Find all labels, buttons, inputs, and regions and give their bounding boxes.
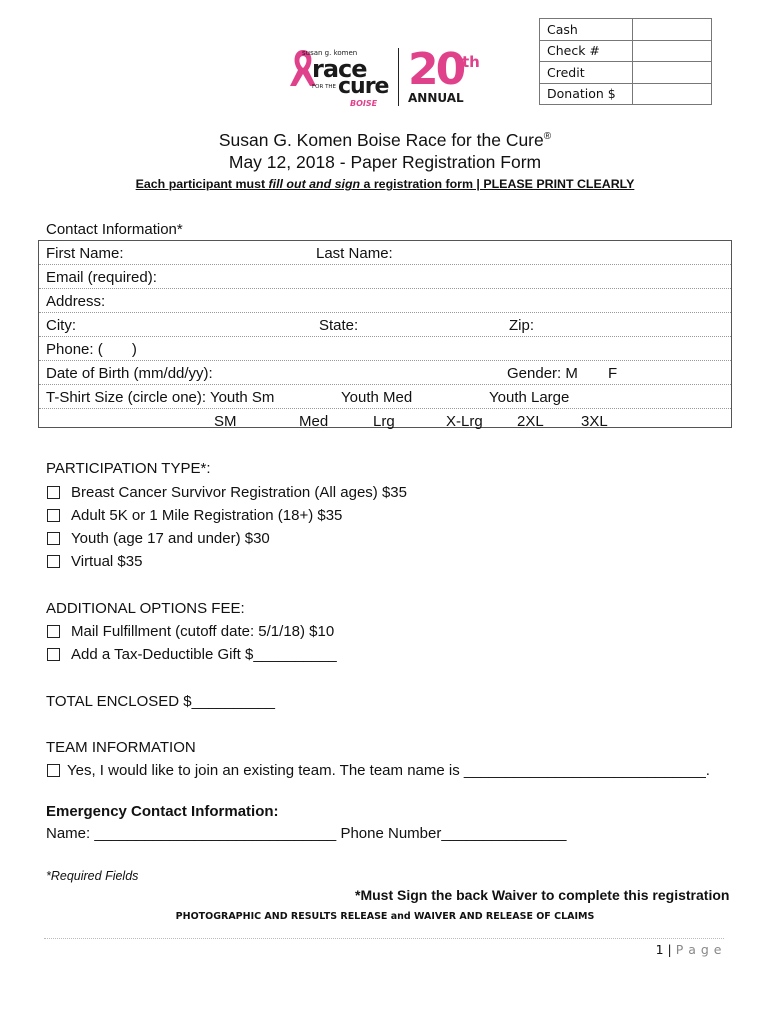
tshirt-lrg-option[interactable]: Lrg (373, 413, 395, 430)
contact-divider (39, 336, 731, 337)
zip-label[interactable]: Zip: (509, 317, 535, 334)
gift-checkbox[interactable] (47, 648, 60, 661)
tshirt-3xl-option[interactable]: 3XL (581, 413, 608, 430)
payment-row-credit (540, 62, 712, 84)
tshirt-youth-large-option[interactable]: Youth Large (489, 389, 570, 406)
additional-heading: ADDITIONAL OPTIONS FEE: (46, 600, 245, 617)
team-heading: TEAM INFORMATION (46, 739, 196, 756)
instructions-part1: Each participant must (135, 177, 269, 191)
payment-field[interactable] (633, 62, 712, 84)
instructions-part3: a registration form | PLEASE PRINT CLEARLY (360, 177, 635, 191)
tshirt-med-option[interactable]: Med (299, 413, 329, 430)
logo-divider (398, 48, 399, 106)
page-separator: | (663, 942, 676, 957)
page-footer (656, 942, 722, 957)
payment-label: Credit (540, 62, 633, 84)
page-label: P a g e (675, 942, 722, 957)
city-label[interactable]: City: (46, 317, 76, 334)
gender-m-option[interactable]: Gender: M (507, 365, 578, 382)
payment-label: Cash (540, 19, 633, 41)
total-enclosed[interactable]: TOTAL ENCLOSED $__________ (46, 693, 276, 710)
logo-cure-text: cure (338, 74, 389, 99)
payment-table (539, 18, 712, 105)
email-label[interactable]: Email (required): (46, 269, 157, 286)
release-note: PHOTOGRAPHIC AND RESULTS RELEASE and WAIVER AND RELEASE OF CLAIMS (175, 911, 595, 922)
race-for-the-cure-logo (282, 44, 492, 112)
page-title (0, 130, 770, 151)
mail-fulfillment-label: Mail Fulfillment (cutoff date: 5/1/18) $10 (71, 623, 335, 640)
logo-race-text: race (312, 55, 367, 83)
payment-row-donation (540, 83, 712, 105)
virtual-checkbox[interactable] (47, 555, 60, 568)
mail-fulfillment-checkbox[interactable] (47, 625, 60, 638)
contact-divider (39, 384, 731, 385)
must-sign-note: *Must Sign the back Waiver to complete this registration (355, 887, 730, 903)
contact-divider (39, 360, 731, 361)
youth-option-label: Youth (age 17 and under) $30 (71, 530, 270, 547)
payment-field[interactable] (633, 83, 712, 105)
contact-divider (39, 312, 731, 313)
state-label[interactable]: State: (319, 317, 359, 334)
registered-mark: ® (543, 131, 552, 143)
payment-field[interactable] (633, 40, 712, 62)
payment-label: Donation $ (540, 83, 633, 105)
instructions-part2: fill out and sign (268, 177, 361, 191)
youth-checkbox[interactable] (47, 532, 60, 545)
emergency-heading: Emergency Contact Information: (46, 803, 279, 820)
contact-divider (39, 288, 731, 289)
contact-divider (39, 408, 731, 409)
footer-divider (44, 938, 724, 939)
payment-label: Check # (540, 40, 633, 62)
payment-row-check (540, 40, 712, 62)
logo-forthe-text: FOR THE (312, 84, 337, 90)
logo-20-text: 20 (408, 44, 464, 95)
team-option-label[interactable]: Yes, I would like to join an existing team. The team name is _____________________________. (67, 762, 710, 779)
instructions (0, 177, 770, 191)
survivor-checkbox[interactable] (47, 486, 60, 499)
tshirt-2xl-option[interactable]: 2XL (517, 413, 544, 430)
virtual-option-label: Virtual $35 (71, 553, 143, 570)
tshirt-xlrg-option[interactable]: X-Lrg (446, 413, 483, 430)
contact-divider (39, 264, 731, 265)
adult-option-label: Adult 5K or 1 Mile Registration (18+) $35 (71, 507, 343, 524)
participation-heading: PARTICIPATION TYPE*: (46, 460, 211, 477)
page-number: 1 (655, 942, 664, 957)
address-label[interactable]: Address: (46, 293, 106, 310)
page-subtitle-date: May 12, 2018 - Paper Registration Form (228, 152, 542, 172)
emergency-contact-line[interactable]: Name: _____________________________ Phone Number_______________ (46, 825, 567, 842)
first-name-label[interactable]: First Name: (46, 245, 124, 262)
logo-th-text: th (462, 53, 480, 71)
gender-f-option[interactable]: F (608, 365, 618, 382)
payment-row-cash (540, 19, 712, 41)
payment-field[interactable] (633, 19, 712, 41)
last-name-label[interactable]: Last Name: (316, 245, 393, 262)
contact-heading: Contact Information* (46, 221, 183, 238)
team-checkbox[interactable] (47, 764, 60, 777)
dob-label[interactable]: Date of Birth (mm/dd/yy): (46, 365, 213, 382)
title-text: Susan G. Komen Boise Race for the Cure (218, 130, 544, 150)
logo-susan-text: susan g. komen (302, 49, 358, 57)
adult-checkbox[interactable] (47, 509, 60, 522)
logo-boise-text: BOISE (350, 99, 378, 108)
tshirt-sm-option[interactable]: SM (214, 413, 237, 430)
tshirt-youth-med-option[interactable]: Youth Med (341, 389, 413, 406)
required-note: *Required Fields (46, 869, 139, 883)
logo-annual-text: ANNUAL (408, 91, 464, 105)
tshirt-youth-sm-option[interactable]: T-Shirt Size (circle one): Youth Sm (46, 389, 275, 406)
survivor-option-label: Breast Cancer Survivor Registration (All ages) $35 (71, 484, 407, 501)
gift-label[interactable]: Add a Tax-Deductible Gift $__________ (71, 646, 337, 663)
phone-label[interactable]: Phone: ( ) (46, 341, 137, 358)
